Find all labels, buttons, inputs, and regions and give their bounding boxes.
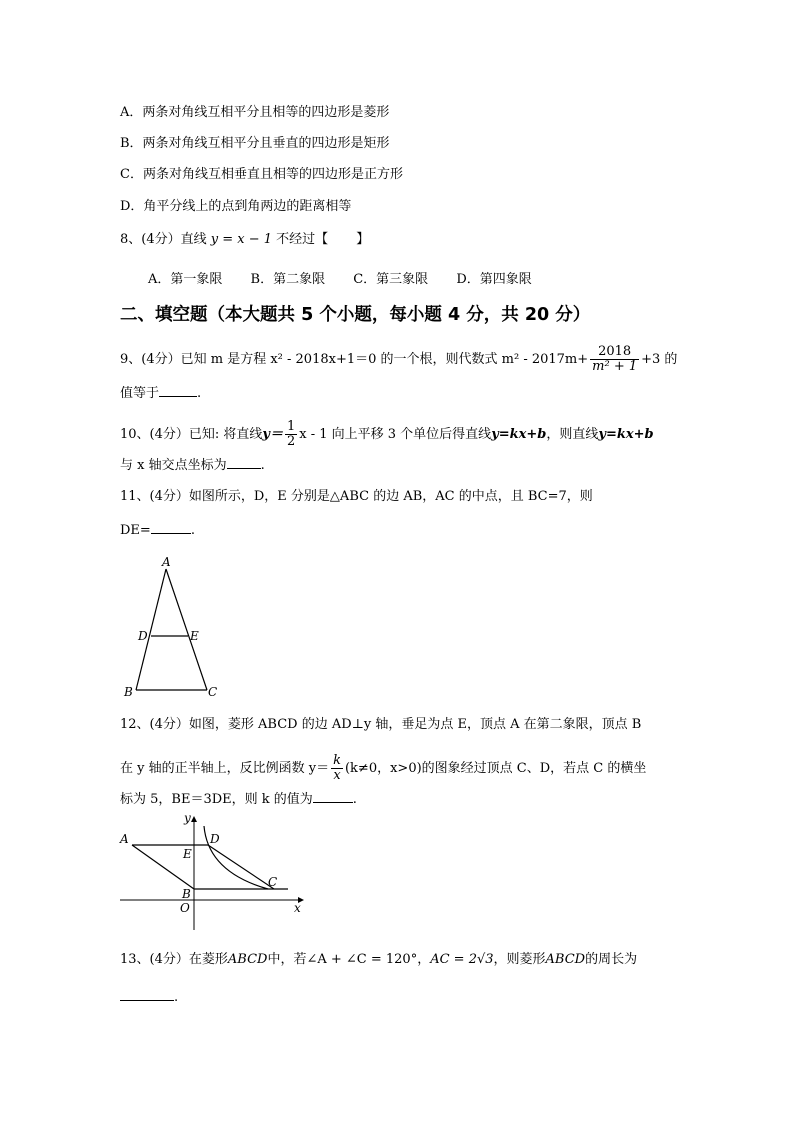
option-b: B．两条对角线互相平分且垂直的四边形是矩形 (120, 136, 390, 151)
q9-part2: +3 的 (641, 352, 678, 367)
triangle-figure (118, 552, 228, 702)
q10-part1: 10、(4分）已知: 将直线 (120, 427, 263, 442)
q13-part2: 中，若∠A + ∠C = 120°， (267, 952, 431, 967)
q10-part2: x - 1 向上平移 3 个单位后得直线 (299, 427, 492, 442)
option-d: D．角平分线上的点到角两边的距离相等 (120, 199, 352, 214)
q13-part1: 13、(4分）在菱形 (120, 952, 228, 967)
label-a: A (162, 555, 171, 569)
q10-frac-den: 2 (286, 434, 296, 449)
q11-answer-blank[interactable] (151, 521, 191, 534)
question-11: 11、(4分）如图所示，D，E 分别是△ABC 的边 AB，AC 的中点，且 BC=7，则 (120, 489, 593, 504)
q9-end: . (197, 386, 202, 401)
label-o: O (180, 901, 190, 915)
q12-line2-pre: 在 y 轴的正半轴上，反比例函数 y＝ (120, 761, 330, 776)
label-c: C (208, 685, 218, 699)
q12-line2-post: (k≠0，x>0)的图象经过顶点 C、D，若点 C 的横坐 (344, 761, 647, 776)
question-12-line2 (120, 754, 646, 783)
label-x: x (294, 901, 301, 915)
label-d: D (210, 832, 220, 846)
question-8 (120, 231, 369, 249)
q13-end: . (174, 990, 179, 1005)
question-10 (120, 420, 654, 449)
q9-part1: 9、(4分）已知 m 是方程 x² - 2018x+1＝0 的一个根，则代数式 m² - 2017m+ (120, 352, 589, 367)
q8-option-b: B．第二象限 (250, 272, 326, 287)
question-9 (120, 345, 677, 374)
side-ac (166, 569, 207, 690)
rhombus-figure (116, 812, 312, 934)
q9-line2-text: 值等于 (120, 386, 160, 401)
q8-option-a: A．第一象限 (148, 272, 223, 287)
y-axis-arrow (191, 816, 197, 822)
q12-frac-num: k (333, 753, 341, 768)
q12-end: . (352, 792, 357, 807)
q10-end: . (260, 458, 265, 473)
q13-abcd1: ABCD (227, 952, 268, 967)
q12-line3-text: 标为 5，BE＝3DE，则 k 的值为 (120, 792, 313, 807)
q9-answer-blank[interactable] (159, 384, 197, 397)
q9-frac-num: 2018 (590, 345, 639, 360)
q11-end: . (190, 523, 195, 538)
label-e: E (183, 847, 192, 861)
question-9-line2 (120, 384, 201, 403)
label-b: B (124, 685, 133, 699)
question-11-line2 (120, 521, 195, 540)
q12-frac-den: x (333, 768, 341, 783)
q10-lhs: y＝ (262, 427, 283, 442)
question-12-line3 (120, 790, 357, 809)
label-b: B (182, 887, 191, 901)
label-c: C (268, 875, 278, 889)
q12-answer-blank[interactable] (313, 790, 353, 803)
option-a: A．两条对角线互相平分且相等的四边形是菱形 (120, 105, 390, 120)
q11-line2-text: DE= (120, 523, 151, 538)
question-13 (120, 951, 637, 969)
q13-part4: 的周长为 (585, 952, 638, 967)
q9-frac-den: m² + 1 (592, 359, 638, 374)
q10-frac-num: 1 (286, 419, 296, 434)
q12-fraction (331, 754, 343, 783)
q13-ac: AC = 2√3 (430, 952, 494, 967)
q10-expr2: y=kx+b (598, 427, 654, 442)
q8-options (148, 268, 556, 287)
q8-option-c: C．第三象限 (353, 272, 429, 287)
q13-part3: ，则菱形 (493, 952, 546, 967)
q8-option-d: D．第四象限 (456, 272, 532, 287)
option-c: C．两条对角线互相垂直且相等的四边形是正方形 (120, 167, 403, 182)
question-10-line2 (120, 456, 265, 475)
section-2-title: 二、填空题（本大题共 5 个小题，每小题 4 分，共 20 分） (120, 305, 591, 325)
q8-close: 】 (356, 232, 370, 247)
label-y: y (184, 812, 191, 825)
label-a: A (120, 832, 129, 846)
label-d: D (138, 629, 148, 643)
question-13-line2 (120, 988, 178, 1007)
q13-answer-blank[interactable] (120, 988, 174, 1001)
question-12: 12、(4分）如图，菱形 ABCD 的边 AD⊥y 轴，垂足为点 E，顶点 A 在第二象限，顶点 B (120, 717, 642, 732)
q10-answer-blank[interactable] (227, 456, 261, 469)
q10-fraction (285, 420, 297, 449)
q8-expression: y = x − 1 (210, 232, 273, 247)
q8-suffix: 不经过【 (276, 232, 329, 247)
q8-prefix: 8、(4分）直线 (120, 232, 207, 247)
side-dc (208, 845, 274, 889)
q10-line2-text: 与 x 轴交点坐标为 (120, 458, 227, 473)
q13-abcd2: ABCD (545, 952, 586, 967)
q9-fraction (590, 345, 639, 374)
q10-expr1: y=kx+b (491, 427, 547, 442)
label-e: E (190, 629, 199, 643)
q10-part3: ，则直线 (546, 427, 599, 442)
